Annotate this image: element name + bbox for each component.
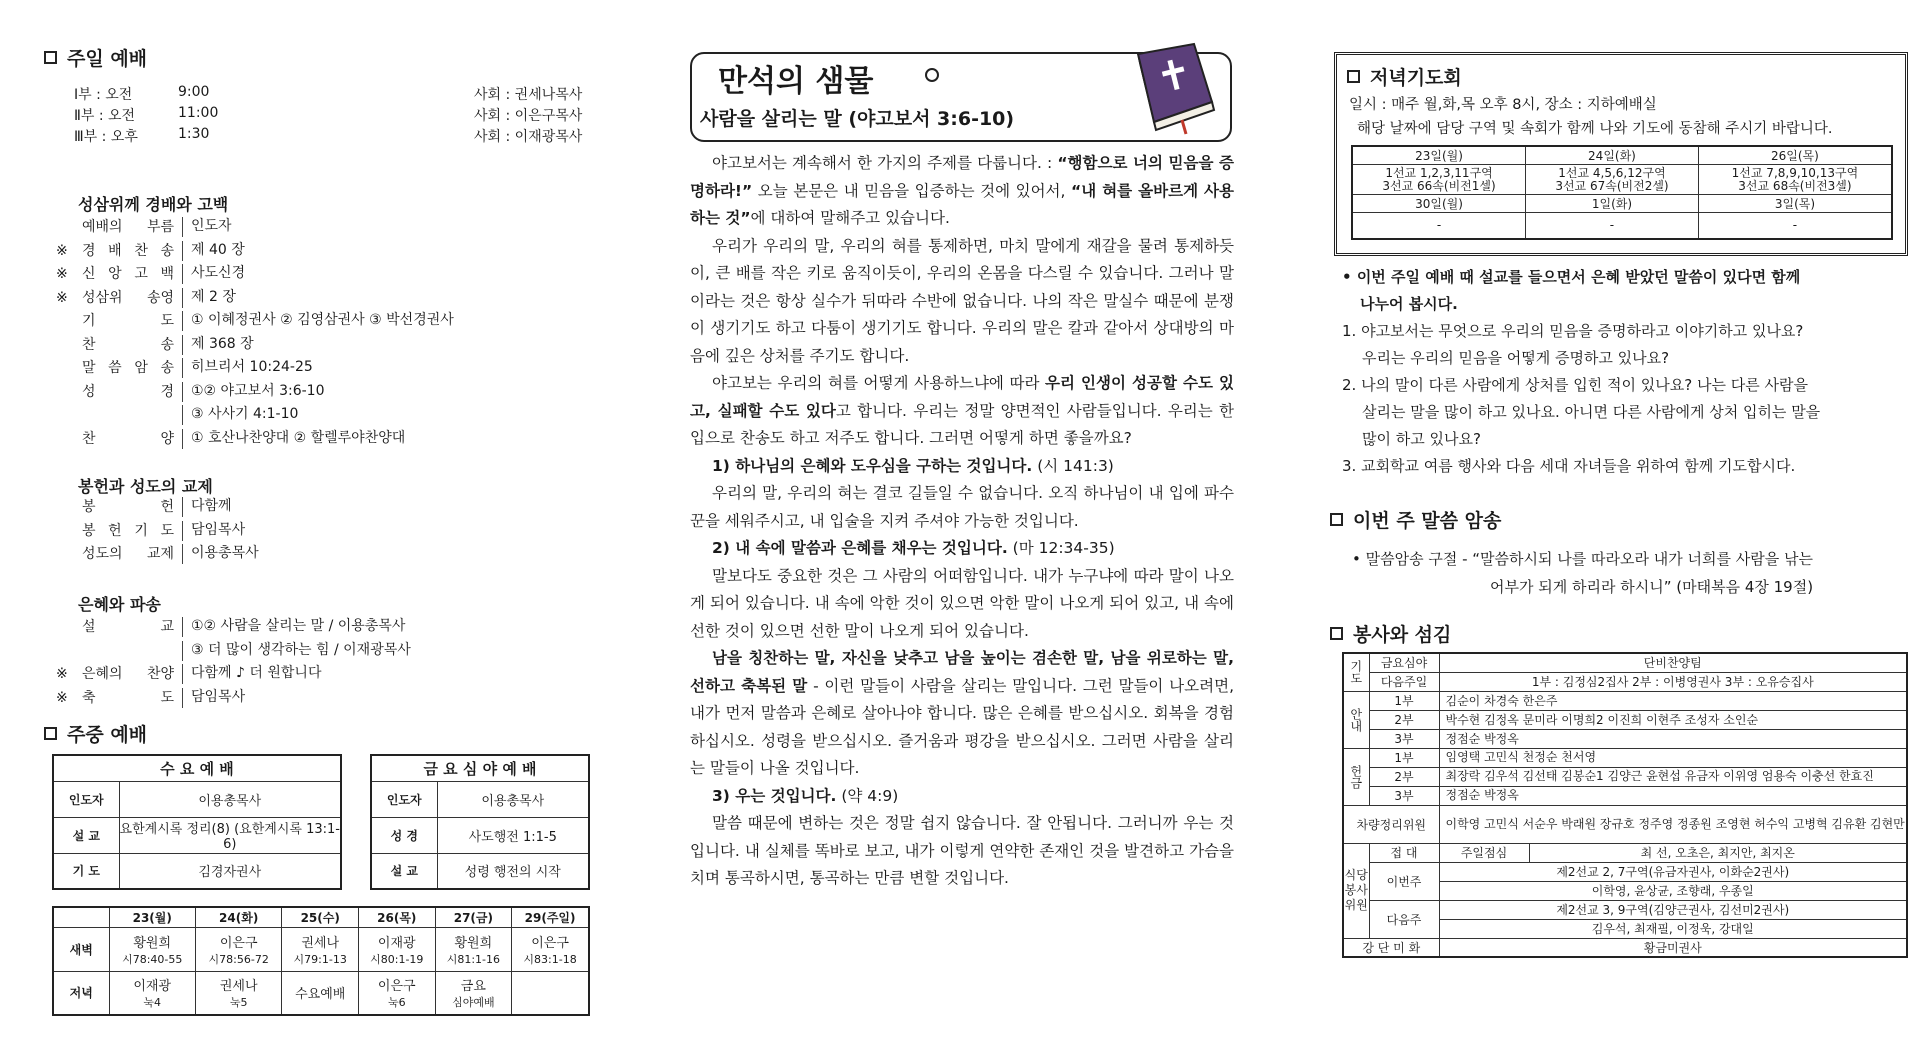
order-label: 찬 양 [82, 430, 174, 447]
assignment-line: 1선교 1,2,3,11구역 [1385, 165, 1493, 180]
schedule-cell [358, 971, 435, 1015]
row-label: 기 도 [53, 853, 119, 889]
cell-name: 이재광 [133, 979, 172, 995]
order-value: 인도자 [182, 217, 232, 237]
checkbox-square-icon [44, 51, 57, 64]
order-row [56, 312, 454, 331]
order-label: 성도의 교제 [82, 546, 174, 562]
table-row [53, 971, 589, 1015]
cell-name: 권세나 [301, 935, 340, 951]
required-mark [56, 618, 78, 637]
prayer-schedule: 일시 : 매주 월,화,목 오후 8시, 장소 : 지하예배실 [1349, 97, 1657, 113]
row-label: 1부 [1369, 691, 1439, 710]
assignment-cell: - [1352, 213, 1526, 239]
table-header-row [53, 907, 589, 927]
date-header: 1일(화) [1526, 195, 1699, 213]
table-row [1343, 653, 1907, 672]
order-value: 담임목사 [182, 521, 245, 541]
service-time: 1:30 [178, 126, 210, 142]
cell-ref: 시80:1-19 [370, 952, 424, 966]
discussion-questions [1342, 264, 1912, 480]
schedule-cell [282, 971, 359, 1015]
sermon-point-1: 1) 하나님의 은혜와 도우심을 구하는 것입니다. (시 141:3) [712, 456, 1114, 475]
row-label: 다음주일 [1369, 672, 1439, 691]
required-mark [56, 359, 78, 378]
sermon-point-2: 2) 내 속에 말씀과 은혜를 채우는 것입니다. (마 12:34-35) [712, 539, 1115, 557]
table-row [1343, 729, 1907, 748]
assignment-cell [1526, 165, 1699, 195]
sermon-paragraph-6: 남을 칭찬하는 말, 자신을 낮추고 남을 높이는 겸손한 말, 남을 위로하는 말, 선하고 축복된 말 - 이런 말들이 사람을 살리는 말입니다. 그런 말들이 나오려면, 내가 먼저 말씀과 은혜로 살아나야 합니다. 많은 은혜를 받으십시오. 회복을 경험하십시오. 성령을 받으십시오. 즐거움과 평강을 받으십시오. 그러면 사람을 살리는 말들이 나올 것입니다. [690, 649, 1234, 777]
order-label: 기 도 [82, 313, 174, 329]
checkbox-square-icon [1330, 627, 1343, 640]
grace-title: 은혜와 파송 [78, 595, 161, 614]
cell-name: 수요예배 [295, 987, 346, 1003]
cell-name: 황원희 [454, 935, 493, 951]
friday-service-table: 금 요 심 야 예 배 인도자 이용총목사 성 경 사도행전 1:1-5 설 교 성령 행전의 시작 [370, 754, 590, 890]
order-label: 말 씀 암 송 [82, 360, 174, 376]
assignment-cell: - [1698, 213, 1892, 239]
group-label: 안내 [1343, 691, 1369, 748]
group-label: 기도 [1343, 653, 1369, 691]
row-value: 이용총목사 [119, 781, 341, 817]
table-row [1352, 165, 1892, 195]
order-label: 축 도 [82, 689, 174, 706]
order-value: ①② 야고보서 3:6-10 [182, 382, 325, 402]
table-row [1343, 767, 1907, 786]
row-label: 강 단 미 화 [1343, 938, 1439, 957]
required-mark [56, 218, 78, 237]
table-row [1343, 938, 1907, 957]
order-row [56, 289, 236, 308]
group-label: 헌금 [1343, 748, 1369, 805]
order-value: ③ 사사기 4:1-10 [182, 405, 298, 425]
order-value: ①② 사람을 살리는 말 / 이용총목사 [182, 617, 405, 637]
table-row [1343, 691, 1907, 710]
order-row [56, 336, 254, 355]
order-row [56, 265, 245, 284]
order-row [56, 665, 321, 684]
order-value: 제 2 장 [182, 288, 236, 308]
order-label: 성 경 [82, 383, 174, 400]
order-row [56, 242, 245, 261]
row-value: 단비찬양팀 [1439, 653, 1907, 672]
order-value: 사도신경 [182, 264, 245, 284]
evening-prayer-title: 저녁기도회 [1347, 63, 1462, 90]
cell-name: 황원희 [133, 935, 172, 951]
order-label: 설 교 [82, 619, 174, 635]
cell-ref: 시79:1-13 [293, 952, 347, 966]
sermon-paragraph-1: 야고보서는 계속해서 한 가지의 주제를 다룹니다. : “행함으로 너의 믿음을 증명하라!” 오늘 본문은 내 믿음을 입증하는 것에 있어서, “내 혀를 올바르게 사용하는 것”에 대하여 말해주고 있습니다. [690, 154, 1235, 227]
order-value: 제 40 장 [182, 241, 245, 261]
service-part: Ⅰ부 : 오전 [74, 87, 133, 103]
day-header: 23(월) [109, 907, 195, 927]
service-host: 사회 : 이은구목사 [474, 108, 583, 124]
row-value: 황금미권사 [1439, 938, 1907, 957]
question-3: 3. 교회학교 여름 행사와 다음 세대 자녀들을 위하여 함께 기도합시다. [1342, 457, 1796, 475]
schedule-cell [435, 971, 512, 1015]
order-label: 봉 헌 [82, 499, 174, 515]
order-value: ① 호산나찬양대 ② 할렐루야찬양대 [182, 429, 405, 449]
order-label: 성삼위 송영 [82, 289, 174, 306]
service-host: 사회 : 이재광목사 [474, 129, 583, 145]
order-row [56, 406, 298, 425]
row-value: 박수현 김정옥 문미라 이명희2 이진희 이현주 조성자 소인순 [1439, 710, 1907, 729]
date-header: 23일(월) [1352, 146, 1526, 165]
row-label: 차량정리위원 [1343, 805, 1439, 843]
day-header: 26(목) [358, 907, 435, 927]
sermon-paragraph-5: 말보다도 중요한 것은 그 사람의 어떠함입니다. 내가 누구냐에 따라 말이 나오게 되어 있습니다. 내 속에 악한 것이 있으면 악한 말이 나오게 되어 있고, 내 속에 선한 것이 있으면 선한 말이 나오게 되어 있습니다. [690, 566, 1234, 640]
corner-cell [53, 907, 109, 927]
cell-ref: 눅4 [143, 996, 162, 1010]
assignment-cell [1698, 165, 1892, 195]
row-label: 다음주 [1369, 900, 1439, 938]
row-value: 김순이 차경숙 한은주 [1439, 691, 1907, 710]
order-label: 경 배 찬 송 [82, 242, 174, 259]
row-value: 사도행전 1:1-5 [437, 817, 589, 853]
table-row [1343, 710, 1907, 729]
table-row [1343, 672, 1907, 691]
row-label: 2부 [1369, 767, 1439, 786]
service-time: 9:00 [178, 84, 210, 100]
row-label: 설 교 [53, 817, 119, 853]
order-row [56, 430, 405, 449]
row-value: 제2선교 3, 9구역(김양근권사, 김선미2권사) [1439, 900, 1907, 919]
table-row [53, 853, 341, 889]
questions-intro-2: 나누어 봅시다. [1360, 295, 1458, 313]
offering-title: 봉헌과 성도의 교제 [78, 477, 213, 496]
required-mark: ※ [56, 689, 68, 706]
order-value: 담임목사 [182, 688, 245, 708]
order-value: 히브리서 10:24-25 [182, 358, 313, 378]
required-mark: ※ [56, 289, 68, 306]
schedule-cell [195, 971, 281, 1015]
service-host: 사회 : 권세나목사 [474, 87, 583, 103]
required-mark [56, 312, 78, 331]
worship-title: 성삼위께 경배와 고백 [78, 195, 229, 214]
cell-ref: 눅6 [387, 996, 406, 1010]
row-label: 저녁 [53, 971, 109, 1015]
midweek-section-title: 주중 예배 [44, 720, 147, 747]
prayer-notice: 해당 날짜에 담당 구역 및 속회가 함께 나와 기도에 동참해 주시기 바랍니다. [1357, 121, 1833, 137]
table-header-row [1352, 146, 1892, 165]
question-2-c: 많이 하고 있나요? [1362, 430, 1481, 448]
questions-intro: • 이번 주일 예배 때 설교를 들으면서 은혜 받았던 말씀이 있다면 함께 [1342, 268, 1801, 286]
cell-ref: 시83:1-18 [523, 952, 577, 966]
order-row [56, 218, 232, 237]
row-value: 이용총목사 [437, 781, 589, 817]
assignment-line: 1선교 7,8,9,10,13구역 [1731, 165, 1859, 180]
required-mark [56, 545, 78, 564]
table-row [1343, 805, 1907, 843]
required-mark [56, 430, 78, 449]
service-roster-table [1342, 652, 1908, 958]
required-mark [56, 642, 78, 661]
required-mark [56, 383, 78, 402]
cell-name: 권세나 [219, 979, 258, 995]
required-mark: ※ [56, 266, 68, 282]
checkbox-square-icon [1347, 70, 1360, 83]
memory-verse-line-2: 어부가 되게 하리라 하시니” (마태복음 4장 19절) [1490, 578, 1814, 596]
required-mark [56, 498, 78, 517]
order-value: 다함께 [182, 497, 232, 517]
schedule-cell [512, 927, 589, 971]
table-row [1343, 786, 1907, 805]
assignment-cell: - [1526, 213, 1699, 239]
order-label: 예배의 부름 [82, 219, 174, 235]
date-header: 26일(목) [1698, 146, 1892, 165]
row-value: 이학영, 윤상균, 조향래, 우종일 [1439, 881, 1907, 900]
service-part: Ⅲ부 : 오후 [74, 129, 138, 145]
day-header: 29(주일) [512, 907, 589, 927]
sermon-paragraph-2: 우리가 우리의 말, 우리의 혀를 통제하면, 마치 말에게 재갈을 물려 통제하듯이, 큰 배를 작은 키로 움직이듯이, 우리의 온몸을 다스릴 수 있습니다. 그러나 말이라는 것은 항상 실수가 뒤따라 수반에 없습니다. 나의 작은 말실수 때문에 분쟁이 생기기도 하고 다툼이 생기기도 합니다. 우리의 말은 칼과 같아서 상대방의 마음에 깊은 상처를 주기도 합니다. [690, 236, 1234, 365]
table-row [1352, 213, 1892, 239]
row-value: 김우석, 최재필, 이정욱, 강대일 [1439, 919, 1907, 938]
row-label: 3부 [1369, 786, 1439, 805]
order-row [56, 498, 232, 517]
group-label: 식당 봉사 위원 [1343, 843, 1369, 938]
order-label: 봉 헌 기 도 [82, 522, 174, 539]
sermon-body [690, 150, 1234, 893]
order-row [56, 642, 411, 661]
order-value: 다함께 ♪ 더 원합니다 [182, 664, 321, 684]
required-mark: ※ [56, 242, 68, 259]
order-row [56, 522, 245, 541]
schedule-cell [109, 927, 195, 971]
assignment-cell [1352, 165, 1526, 195]
schedule-cell [195, 927, 281, 971]
row-label: 인도자 [53, 781, 119, 817]
table-row [1343, 862, 1907, 881]
date-header: 3일(목) [1698, 195, 1892, 213]
middle-column [680, 0, 1240, 1061]
row-label: 이번주 [1369, 862, 1439, 900]
row-label: 금요심야 [1369, 653, 1439, 672]
wednesday-service-table: 수 요 예 배 인도자 이용총목사 설 교 요한계시록 정리(8) (요한계시록 13:1-6) 기 도 김경자권사 [52, 754, 342, 890]
service-part: Ⅱ부 : 오전 [74, 108, 136, 124]
required-mark: ※ [56, 666, 68, 682]
row-value: 최장락 김우석 김선태 김봉순1 김양근 윤현섭 유금자 이위영 엄용숙 이충선 한효진 [1439, 767, 1907, 786]
daily-worship-table [52, 906, 590, 1016]
schedule-cell [282, 927, 359, 971]
order-label: 찬 송 [82, 336, 174, 353]
row-label: 설 교 [371, 853, 437, 889]
checkbox-square-icon [1330, 513, 1343, 526]
row-value: 임영택 고민식 천정순 천서영 [1439, 748, 1907, 767]
order-row [56, 359, 313, 378]
table-row [371, 853, 589, 889]
row-value: 김경자권사 [119, 853, 341, 889]
right-column [1320, 0, 1920, 1061]
sermon-paragraph-7: 말씀 때문에 변하는 것은 정말 쉽지 않습니다. 잘 안됩니다. 그러니까 우는 것입니다. 내 실체를 똑바로 보고, 내가 이렇게 연약한 존재인 것을 발견하고 가슴을 치며 통곡하시면, 통곡하는 만큼 변할 것입니다. [690, 814, 1234, 887]
memory-section-title: 이번 주 말씀 암송 [1330, 506, 1501, 533]
cell-ref: 눅5 [229, 996, 248, 1010]
row-label: 인도자 [371, 781, 437, 817]
assignment-line: 1선교 4,5,6,12구역 [1558, 165, 1666, 180]
sermon-paragraph-4: 우리의 말, 우리의 혀는 결코 길들일 수 없습니다. 오직 하나님이 내 입에 파수꾼을 세워주시고, 내 입술을 지켜 주셔야 가능한 것입니다. [690, 484, 1234, 530]
row-value: 정점순 박정옥 [1439, 786, 1907, 805]
row-value: 이학영 고민식 서순우 박래원 장규호 정주영 정종원 조영현 허수익 고병혁 김유환 김현만 [1439, 805, 1907, 843]
checkbox-square-icon [44, 727, 57, 740]
order-label: 은혜의 찬양 [82, 666, 174, 682]
service-time: 11:00 [178, 105, 219, 121]
bible-book-icon [1120, 40, 1220, 136]
schedule-cell [435, 927, 512, 971]
cell-name: 금요 [460, 979, 486, 995]
row-value: 정점순 박정옥 [1439, 729, 1907, 748]
sermon-paragraph-3: 야고보는 우리의 혀를 어떻게 사용하느냐에 따라 우리 인생이 성공할 수도 있고, 실패할 수도 있다고 합니다. 우리는 정말 양면적인 사람들입니다. 우리는 한 입으로 찬송도 하고 저주도 합니다. 그러면 어떻게 하면 좋을까요? [690, 374, 1234, 447]
required-mark [56, 522, 78, 541]
schedule-cell [512, 971, 589, 1015]
cell-ref: 시78:40-55 [122, 952, 183, 966]
table-row [1343, 900, 1907, 919]
sunday-section-title: 주일 예배 [44, 44, 147, 71]
table-row [371, 781, 589, 817]
order-row [56, 545, 259, 564]
order-row [56, 383, 325, 402]
table-header-row [1352, 195, 1892, 213]
order-label [78, 642, 174, 661]
required-mark [56, 406, 78, 425]
day-header: 24(화) [195, 907, 281, 927]
row-label: 1부 [1369, 748, 1439, 767]
brand-title: 만석의 샘물 [710, 56, 881, 100]
cell-ref: 시78:56-72 [208, 952, 269, 966]
evening-prayer-box [1334, 52, 1908, 256]
assignment-line: 3선교 67속(비전2셀) [1555, 178, 1669, 193]
order-label [78, 406, 174, 425]
order-label: 신 앙 고 백 [82, 266, 174, 282]
assignment-line: 3선교 66속(비전1셀) [1382, 178, 1496, 193]
row-label: 3부 [1369, 729, 1439, 748]
cell-name: 이은구 [531, 935, 569, 951]
table-row [371, 817, 589, 853]
date-header: 30일(월) [1352, 195, 1526, 213]
day-header: 25(수) [282, 907, 359, 927]
row-label: 새벽 [53, 927, 109, 971]
cell-name: 이은구 [377, 979, 416, 995]
table-row [53, 817, 341, 853]
row-value: 성령 행전의 시작 [437, 853, 589, 889]
question-2: 2. 나의 말이 다른 사람에게 상처를 입힌 적이 있나요? 나는 다른 사람을 [1342, 376, 1808, 394]
row-value: 1부 : 김정심2집사 2부 : 이병영권사 3부 : 오유승집사 [1439, 672, 1907, 691]
order-value: ③ 더 많이 생각하는 힘 / 이재광목사 [182, 641, 411, 661]
row-label: 접 대 [1369, 843, 1439, 862]
row-label: 2부 [1369, 710, 1439, 729]
row-value: 제2선교 2, 7구역(유금자권사, 이화순2권사) [1439, 862, 1907, 881]
memory-verse-line-1: • 말씀암송 구절 - “말씀하시되 나를 따라오라 내가 너희를 사람을 낚는 [1352, 550, 1813, 568]
sermon-title: 사람을 살리는 말 (야고보서 3:6-10) [700, 108, 1015, 130]
question-2-b: 살리는 말을 많이 하고 있나요. 아니면 다른 사람에게 상처 입히는 말을 [1362, 403, 1821, 421]
schedule-cell [109, 971, 195, 1015]
order-row [56, 618, 405, 637]
cell-name: 이은구 [219, 935, 258, 951]
prayer-assignment-table [1351, 145, 1893, 240]
sermon-point-3: 3) 우는 것입니다. (약 4:9) [712, 786, 899, 805]
cell-ref: 심야예배 [452, 996, 495, 1010]
assignment-line: 3선교 68속(비전3셀) [1738, 178, 1852, 193]
order-value: ① 이혜정권사 ② 김영삼권사 ③ 박선경권사 [182, 311, 454, 331]
schedule-cell [358, 927, 435, 971]
date-header: 24일(화) [1526, 146, 1699, 165]
table-row [53, 781, 341, 817]
order-value: 이용총목사 [182, 544, 259, 564]
table-row [1343, 843, 1907, 862]
row-value: 요한계시록 정리(8) (요한계시록 13:1-6) [119, 817, 341, 853]
row-value: 최 선, 오초은, 최지안, 최지온 [1529, 843, 1907, 862]
service-section-title: 봉사와 섬김 [1330, 620, 1451, 647]
question-1: 1. 야고보서는 무엇으로 우리의 믿음을 증명하라고 이야기하고 있나요? [1342, 322, 1804, 340]
required-mark [56, 336, 78, 355]
table-row [53, 927, 589, 971]
circle-ornament-icon [925, 68, 939, 82]
question-1-b: 우리는 우리의 믿음을 어떻게 증명하고 있나요? [1362, 349, 1670, 367]
table-row [1343, 748, 1907, 767]
left-column [0, 0, 600, 1061]
row-label: 성 경 [371, 817, 437, 853]
day-header: 27(금) [435, 907, 512, 927]
order-row [56, 689, 245, 708]
row-sub: 주일점심 [1439, 843, 1529, 862]
cell-ref: 시81:1-16 [446, 952, 500, 966]
order-value: 제 368 장 [182, 335, 254, 355]
cell-name: 이재광 [377, 935, 416, 951]
